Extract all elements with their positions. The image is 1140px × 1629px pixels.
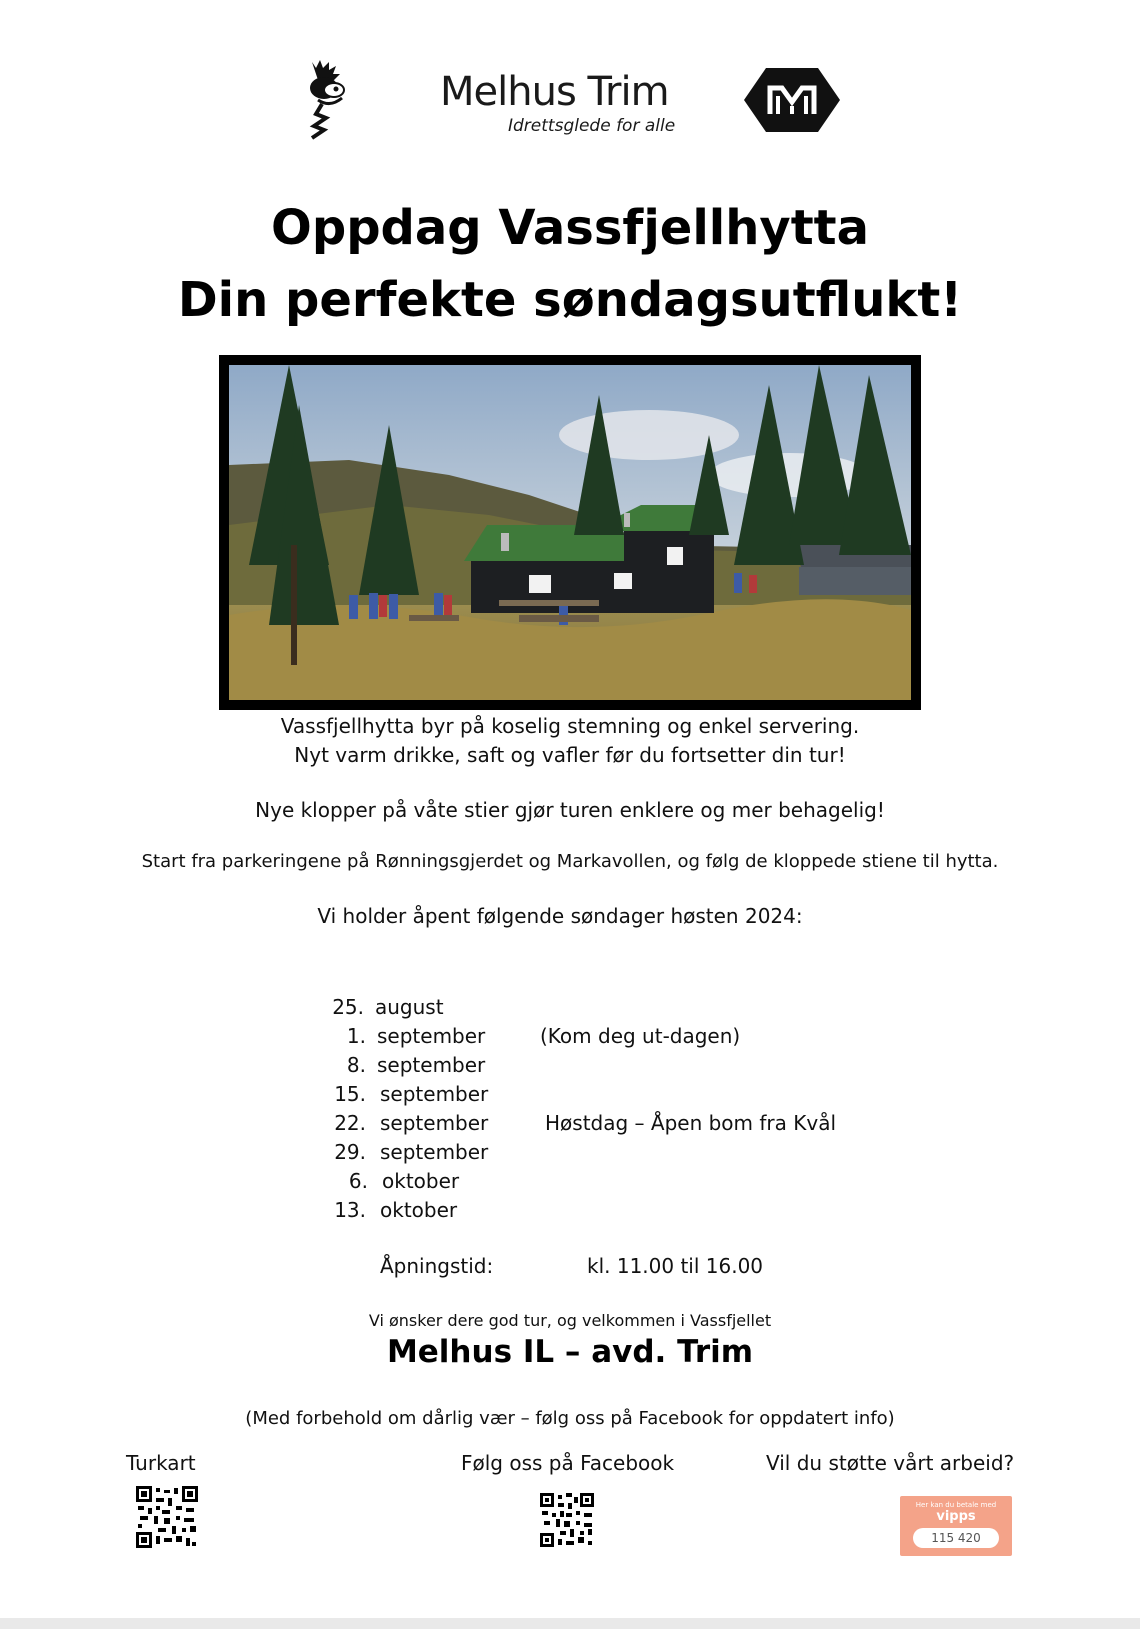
date-note: Høstdag – Åpen bom fra Kvål [545,1111,837,1135]
map-label: Turkart [126,1451,196,1475]
mascot-logo [298,58,358,140]
cabin-photo [219,355,921,710]
date-day: 1. [346,1024,366,1048]
intro-line-2: Nyt varm drikke, saft og vafler før du fortsetter din tur! [294,743,846,767]
date-month: september [380,1140,489,1164]
facebook-label: Følg oss på Facebook [461,1451,675,1475]
date-day: 15. [334,1082,366,1106]
date-day: 6. [348,1169,368,1193]
brand-logo [440,70,680,150]
date-month: september [377,1053,486,1077]
intro-line-1: Vassfjellhytta byr på koselig stemning og enkel servering. [280,714,860,738]
hours-value: kl. 11.00 til 16.00 [587,1254,764,1278]
signature: Melhus IL – avd. Trim [386,1334,754,1370]
date-month: september [377,1024,486,1048]
date-day: 29. [334,1140,366,1164]
headline-line-1: Oppdag Vassfjellhytta [271,200,869,256]
vipps-payment-badge[interactable] [900,1496,1012,1556]
facebook-qr-code[interactable] [540,1493,594,1547]
brand-tagline: Idrettsglede for alle [508,116,676,136]
club-emblem-logo [742,66,842,134]
intro-line-5: Vi holder åpent følgende søndager høsten 2024: [317,904,803,928]
date-note: (Kom deg ut-dagen) [540,1024,741,1048]
date-month: september [380,1111,489,1135]
date-month: august [375,995,444,1019]
date-day: 13. [334,1198,366,1222]
date-day: 22. [334,1111,366,1135]
map-qr-code[interactable] [136,1486,198,1548]
headline [0,192,1140,336]
support-label: Vil du støtte vårt arbeid? [766,1451,1015,1475]
brand-name: Melhus Trim [440,69,669,115]
page-bottom-edge [0,1618,1140,1629]
date-day: 8. [346,1053,366,1077]
date-month: oktober [382,1169,460,1193]
vipps-number: 115 420 [913,1528,999,1548]
date-month: oktober [380,1198,458,1222]
vipps-caption: Her kan du betale med [915,1501,997,1509]
date-month: september [380,1082,489,1106]
greeting: Vi ønsker dere god tur, og velkommen i Vassfjellet [368,1311,772,1330]
intro-line-4: Start fra parkeringene på Rønningsgjerdet og Markavollen, og følg de kloppede stiene til hytta. [141,851,999,872]
intro-line-3: Nye klopper på våte stier gjør turen enklere og mer behagelig! [255,798,885,822]
headline-line-2: Din perfekte søndagsutflukt! [177,272,963,328]
hours-label: Åpningstid: [380,1254,494,1278]
vipps-logo: vipps [936,1509,976,1524]
date-day: 25. [332,995,364,1019]
disclaimer: (Med forbehold om dårlig vær – følg oss på Facebook for oppdatert info) [245,1408,895,1429]
